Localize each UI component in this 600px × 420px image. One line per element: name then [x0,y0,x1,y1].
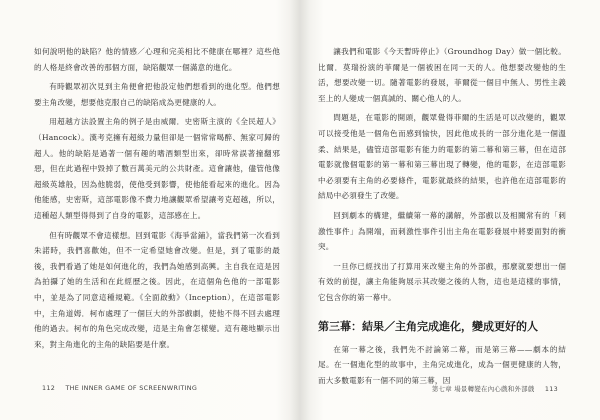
right-paragraph-2: 問題是，在電影的開頭，觀眾覺得菲爾的生活是可以改變的，觀眾可以接受他是一個角色而感到愉快，因此他成長的一部分進化是一個溫柔、結果是，儘管這部電影有能力的電影的第二幕和第三幕，但在這部電影就像個電影的第一幕和第三幕出現了轉變，他的電影，在這部電影中必須要有主角的必要條件，電影就最終的結果，也許他在這部電影的結局中必須發生了改變。 [318,113,566,201]
right-paragraph-5: 在第一幕之後，我們先不討論第二幕，而是第三幕——劇本的結尾。在一個進化型的故事中，主角完成進化，成為一個更健康的人物，而大多數電影有一個不同的第三幕，因 [318,344,566,385]
left-footer [34,384,197,392]
right-paragraph-3: 回到劇本的構建，繼續第一幕的講解，外部戲以及相關常有的「刺激性事件」為開端，而刺激性事件引出主角在電影發展中將要面對的衝突。 [318,210,566,252]
right-footer [432,384,566,393]
section-heading: 第三幕：結果／主角完成進化，變成更好的人 [318,319,538,333]
left-paragraph-4: 但有時觀眾不會這樣想。回到電影《海爭當鋪》，當我們第一次看到朱諾時，我們喜歡她，但不一定希望她會改變。但是，到了電影的最後，我們看過了她是如何進化的，我們為她感到高興。主自我在這是因為拍攝了她的生活和在此經歷之後。因此，在這個角色他的一部電影中，並是為了同意這種規範。《全面啟動》（Inception），在這部電影中，主角道姆．柯布處理了一個巨大的外部戲劇，使他不得不回去處理他的過去。柯布的角色完成改變，這是主角會怎樣變。這有趣地顯示出來，對主角進化的主角的缺陷要是什麼。 [34,230,280,349]
left-paragraph-3: 用超越方法設置主角的例子是由威爾．史密斯主演的《全民超人》（Hancock）。漢考克擁有超級力量但卻是一個常常喝醉、無家可歸的超人。他的缺陷是過著一個有趣的嗜酒類型出來，卻時常誤著撞翻邪惡，但在此過程中毀掉了數百萬美元的公共財產。這會讓他，儘管他像超級英雄般，因為他脆弱，使他受到影響，使他能看起來的進化。因為他能感，史密斯，這部電影像不費力地讓觀眾希望讓考克超越，所以，這種超人類型得得到了自身的電影，這部感在上。 [34,117,280,220]
right-paragraph-1: 讓我們和電影《今天暫時停止》（Groundhog Day）做一個比較。比爾．莫瑞扮演的菲爾是一個被困在同一天的人。他想要改變他的生活，想要改變一切。隨著電影的發展，菲爾從一個目中無人、男性主義至上的人變成一個真誠的、關心他人的人。 [318,47,566,103]
left-running-head: THE INNER GAME OF SCREENWRITING [65,384,198,392]
right-page [318,44,566,385]
left-page-number: 112 [42,384,56,392]
right-page-number: 113 [544,385,558,393]
right-chapter-title: 第七章 場景轉變在內心戲和外部戲 [431,385,535,393]
left-page [34,44,280,374]
left-paragraph-1: 如何說明他的缺陷？他的情感／心理和完美相比不健康在哪裡？這些他的人格是終會改善的那個方面，缺陷觀眾一個滿意的進化。 [34,47,280,72]
gutter-shadow [290,0,310,420]
right-paragraph-4: 一旦你已經找出了打算用來改變主角的外部戲，那麼就要想出一個有效的前提，讓主角能夠展示其改變之後的人物，這也是這樣的事情，它包含你的第一幕中。 [318,261,566,302]
left-paragraph-2: 有時觀眾初次見到主角便會把他設定他們想看到的進化型。他們想要主角改變，想要他克服自己的缺陷成為更健康的人。 [34,82,280,107]
